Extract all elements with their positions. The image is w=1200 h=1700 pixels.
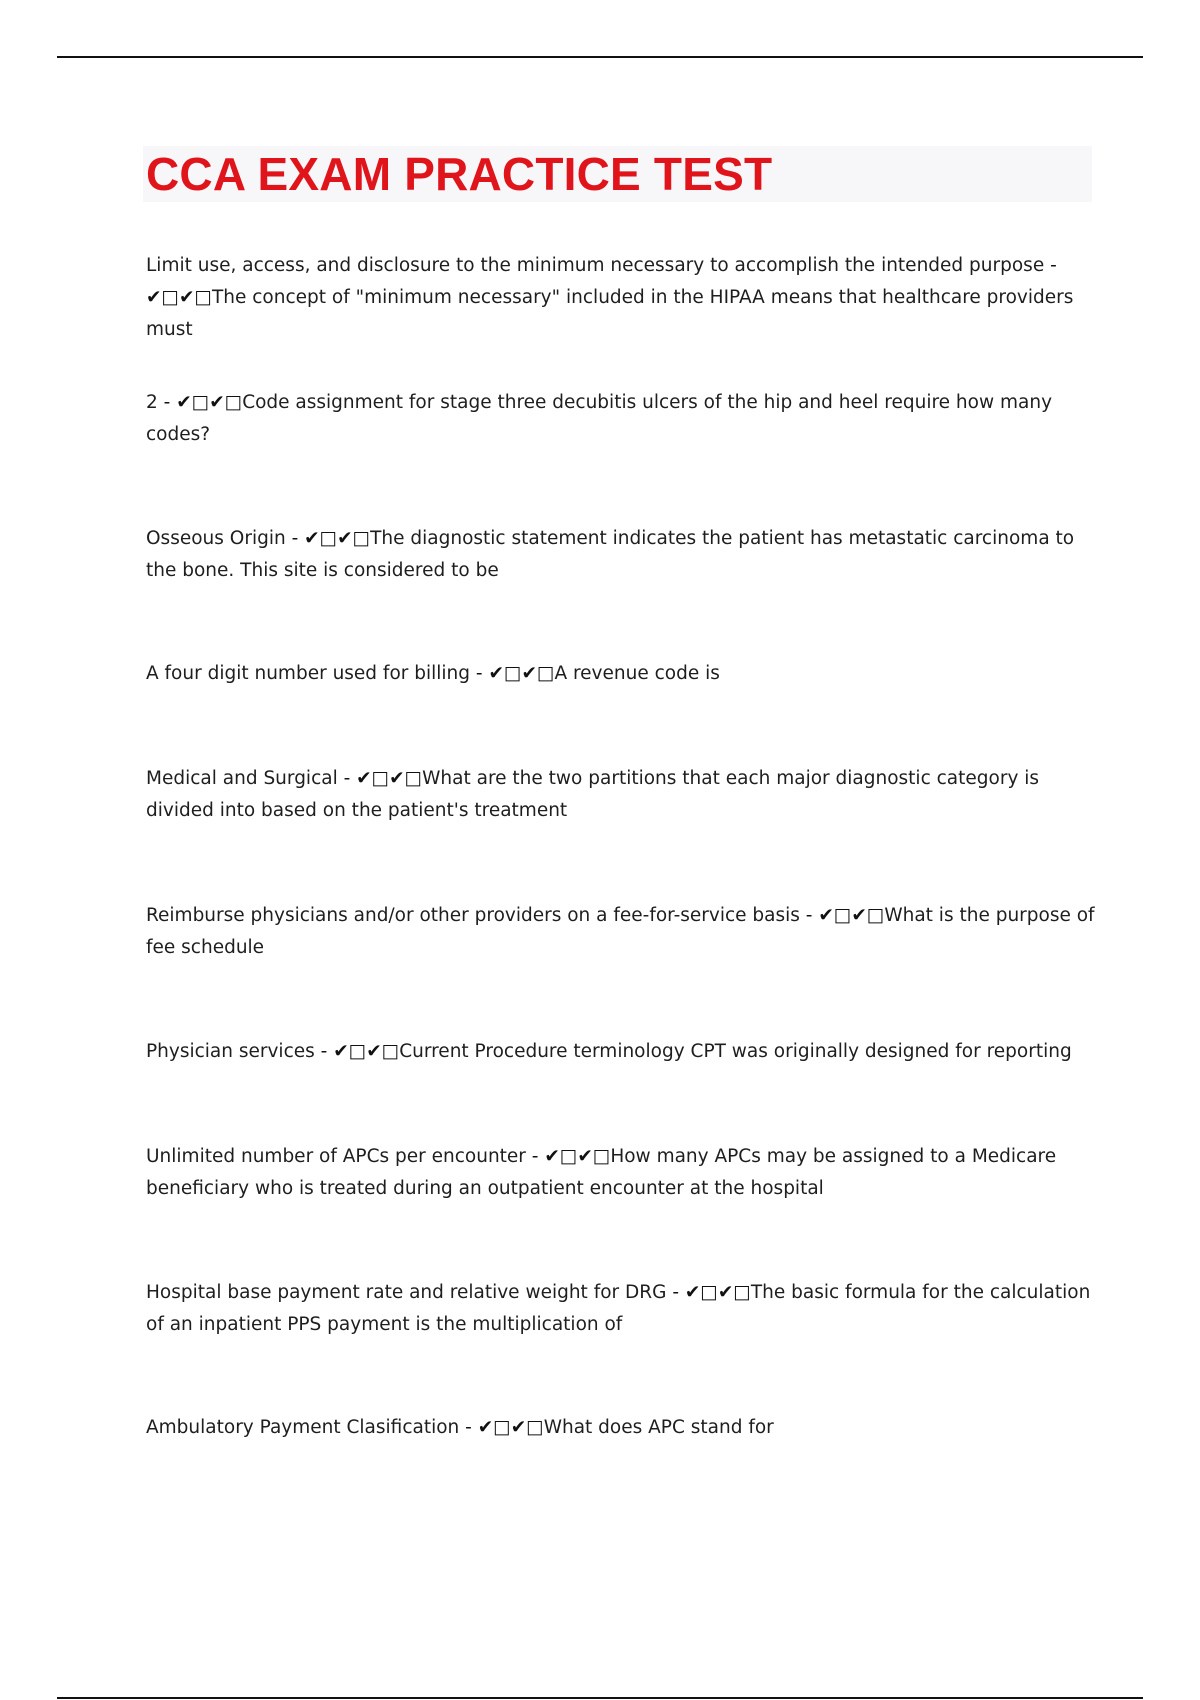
qa-answer: Physician services xyxy=(146,1041,315,1062)
qa-item-8 xyxy=(146,1141,1096,1205)
qa-separator: - ✔□✔□ xyxy=(525,1146,611,1167)
qa-answer: Medical and Surgical xyxy=(146,768,338,789)
qa-item-4 xyxy=(146,658,1096,690)
qa-item-1 xyxy=(146,250,1096,346)
qa-answer: Reimburse physicians and/or other providers on a fee-for-service basis xyxy=(146,905,800,926)
qa-question: The diagnostic statement indicates the patient has metastatic carcinoma to the bone. This site is considered to be xyxy=(146,528,1075,581)
qa-separator: - ✔□✔□ xyxy=(666,1282,751,1303)
qa-answer: Ambulatory Payment Clasification xyxy=(146,1417,460,1438)
qa-separator: - ✔□✔□ xyxy=(799,905,885,926)
qa-separator: - ✔□✔□ xyxy=(459,1417,544,1438)
qa-question: What are the two partitions that each major diagnostic category is divided into based on the patient's treatment xyxy=(146,768,1040,821)
qa-item-2 xyxy=(146,387,1096,451)
qa-item-3 xyxy=(146,523,1096,587)
qa-question: A revenue code is xyxy=(554,663,720,684)
qa-item-5 xyxy=(146,763,1096,827)
qa-answer: A four digit number used for billing xyxy=(146,663,471,684)
qa-answer: Limit use, access, and disclosure to the minimum necessary to accomplish the intended purpose xyxy=(146,255,1045,276)
qa-separator: - ✔□✔□ xyxy=(337,768,423,789)
page-title: CCA EXAM PRACTICE TEST xyxy=(146,148,773,200)
qa-item-7 xyxy=(146,1036,1096,1068)
qa-item-9 xyxy=(146,1277,1096,1341)
qa-question: The concept of "minimum necessary" included in the HIPAA means that healthcare providers must xyxy=(146,287,1074,340)
qa-item-10 xyxy=(146,1412,1096,1444)
qa-answer: Unlimited number of APCs per encounter xyxy=(146,1146,526,1167)
qa-question: Current Procedure terminology CPT was originally designed for reporting xyxy=(399,1041,1072,1062)
qa-answer: Osseous Origin xyxy=(146,528,286,549)
qa-answer: 2 xyxy=(146,392,158,413)
qa-question: The basic formula for the calculation of an inpatient PPS payment is the multiplication of xyxy=(146,1282,1091,1335)
qa-question: Code assignment for stage three decubitis ulcers of the hip and heel require how many codes? xyxy=(146,392,1053,445)
top-divider xyxy=(57,56,1143,58)
qa-question: How many APCs may be assigned to a Medicare beneficiary who is treated during an outpatient encounter at the hospital xyxy=(146,1146,1057,1199)
qa-item-6 xyxy=(146,900,1096,964)
qa-question: What does APC stand for xyxy=(543,1417,774,1438)
qa-separator: - ✔□✔□ xyxy=(470,663,555,684)
qa-separator: - ✔□✔□ xyxy=(146,255,1057,308)
qa-separator: - ✔□✔□ xyxy=(314,1041,400,1062)
qa-answer: Hospital base payment rate and relative weight for DRG xyxy=(146,1282,667,1303)
qa-separator: - ✔□✔□ xyxy=(157,392,243,413)
qa-separator: - ✔□✔□ xyxy=(285,528,371,549)
bottom-divider xyxy=(57,1697,1143,1699)
qa-question: What is the purpose of fee schedule xyxy=(146,905,1095,958)
